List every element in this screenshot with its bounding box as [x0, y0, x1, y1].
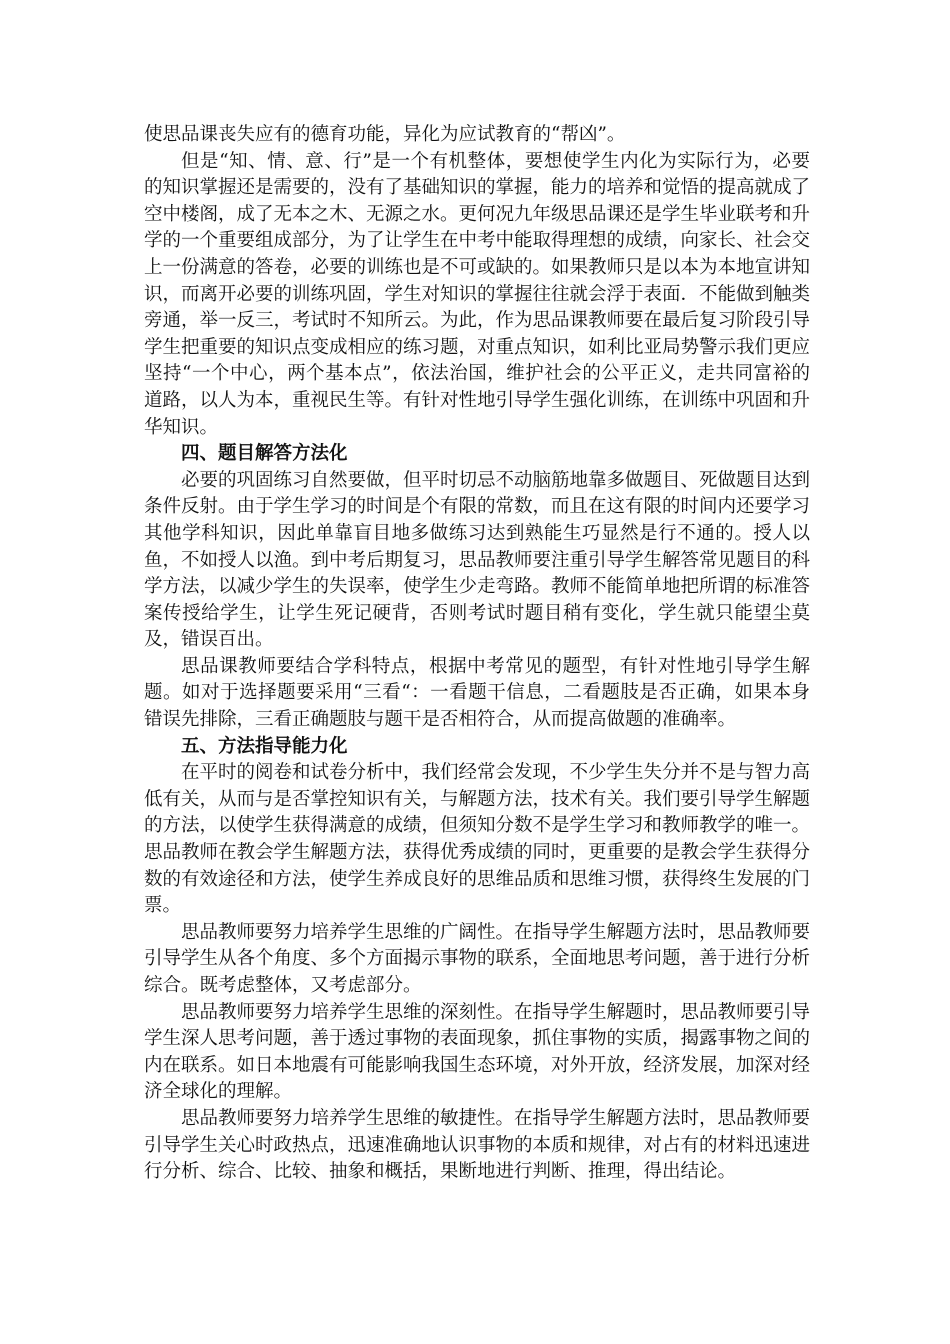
section-heading-5: 五、方法指导能力化: [181, 735, 348, 757]
paragraph-1: 但是“知、情、意、行”是一个有机整体，要想使学生内化为实际行为，必要的知识掌握还是需要的，没有了基础知识的掌握，能力的培养和觉悟的提高就成了空中楼阁，成了无本之木、无源之水。更何况九年级思品课还是学生毕业联考和升学的一个重要组成部分，为了让学生在中考中能取得理想的成绩，向家长、社会交上一份满意的答卷，必要的训练也是不可或缺的。如果教师只是以本为本地宣讲知识，而离开必要的训练巩固，学生对知识的掌握往往就会浮于表面．不能做到触类旁通，举一反三，考试时不知所云。为此，作为思品课教师要在最后复习阶段引导学生把重要的知识点变成相应的练习题，对重点知识，如利比亚局势警示我们更应坚持“一个中心，两个基本点”，依法治国，维护社会的公平正义，走共同富裕的道路，以人为本，重视民生等。有针对性地引导学生强化训练，在训练中巩固和升华知识。: [144, 150, 811, 438]
section-heading-4: 四、题目解答方法化: [181, 443, 348, 465]
paragraph-3: 思品课教师要结合学科特点，根据中考常见的题型，有针对性地引导学生解题。如对于选择题要采用“三看“：一看题干信息，二看题肢是否正确，如果本身错误先排除，三看正确题肢与题干是否相符合，从而提高做题的准确率。: [144, 655, 810, 731]
paragraph-7: 思品教师要努力培养学生思维的敏捷性。在指导学生解题方法时，思品教师要引导学生关心时政热点，迅速准确地认识事物的本质和规律，对占有的材料迅速进行分析、综合、比较、抽象和概括，果断地进行判断、推理，得出结论。: [144, 1107, 811, 1183]
document-page: [144, 122, 810, 1186]
paragraph-6: 思品教师要努力培养学生思维的深刻性。在指导学生解题时，思品教师要引导学生深人思考问题，善于透过事物的表面现象，抓住事物的实质，揭露事物之间的内在联系。如日本地震有可能影响我国生态环境，对外开放，经济发展，加深对经济全球化的理解。: [144, 1001, 811, 1103]
paragraph-4: 在平时的阅卷和试卷分析中，我们经常会发现，不少学生失分并不是与智力高低有关，从而与是否掌控知识有关，与解题方法，技术有关。我们要引导学生解题的方法，以使学生获得满意的成绩，但须知分数不是学生学习和教师教学的唯一。思品教师在教会学生解题方法，获得优秀成绩的同时，更重要的是教会学生获得分数的有效途径和方法，使学生养成良好的思维品质和思维习惯，获得终生发展的门票。: [144, 762, 811, 917]
paragraph-5: 思品教师要努力培养学生思维的广阔性。在指导学生解题方法时，思品教师要引导学生从各个角度、多个方面揭示事物的联系，全面地思考问题，善于进行分析综合。既考虑整体，又考虑部分。: [144, 921, 811, 996]
paragraph-2: 必要的巩固练习自然要做，但平时切忌不动脑筋地靠多做题目、死做题目达到条件反射。由于学生学习的时间是个有限的常数，而且在这有限的时间内还要学习其他学科知识，因此单靠盲目地多做练习达到熟能生巧显然是行不通的。授人以鱼，不如授人以渔。到中考后期复习，思品教师要注重引导学生解答常见题目的科学方法，以减少学生的失误率，使学生少走弯路。教师不能简单地把所谓的标准答案传授给学生，让学生死记硬背，否则考试时题目稍有变化，学生就只能望尘莫及，错误百出。: [144, 469, 811, 651]
paragraph-0: 使思品课丧失应有的德育功能，异化为应试教育的“帮凶”。: [144, 124, 626, 145]
